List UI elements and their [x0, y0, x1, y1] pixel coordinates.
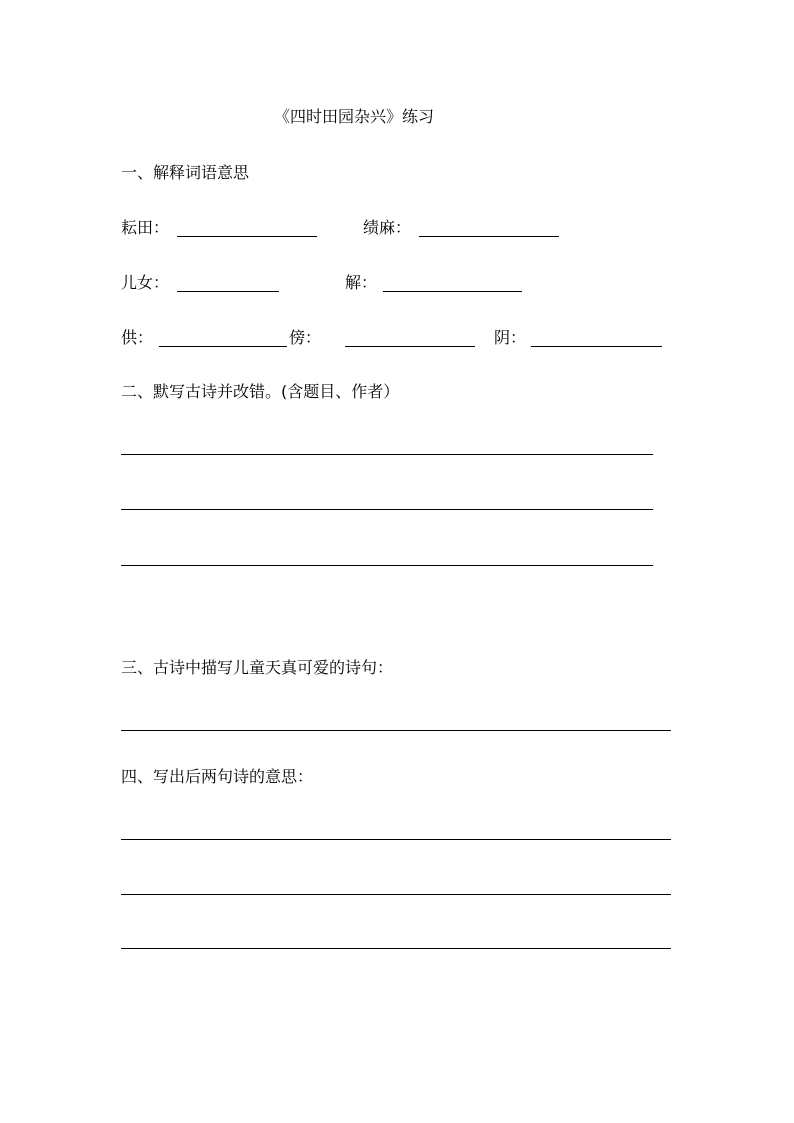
section3-heading: 三、古诗中描写儿童天真可爱的诗句：: [121, 658, 394, 677]
answer-line-ernv[interactable]: [177, 291, 279, 292]
meaning-line-1[interactable]: [121, 839, 671, 840]
answer-line-yuntian[interactable]: [177, 236, 317, 237]
term-label-bang: 傍：: [289, 328, 322, 347]
meaning-line-2[interactable]: [121, 894, 671, 895]
answer-line-gong[interactable]: [159, 346, 287, 347]
children-verse-line[interactable]: [121, 730, 671, 731]
term-label-yuntian: 耘田：: [121, 218, 170, 237]
worksheet-title: 《四时田园杂兴》练习: [274, 107, 435, 126]
term-label-jie: 解：: [345, 273, 378, 292]
term-label-jima: 绩麻：: [363, 218, 412, 237]
term-label-ernv: 儿女：: [121, 273, 170, 292]
section2-heading: 二、默写古诗并改错。(含题目、作者）: [121, 382, 400, 401]
answer-line-jima[interactable]: [419, 236, 559, 237]
poem-line-2[interactable]: [121, 509, 653, 510]
poem-line-3[interactable]: [121, 565, 653, 566]
answer-line-jie[interactable]: [383, 291, 522, 292]
meaning-line-3[interactable]: [121, 948, 671, 949]
answer-line-yin[interactable]: [531, 346, 662, 347]
term-label-yin: 阴：: [494, 328, 527, 347]
poem-line-1[interactable]: [121, 454, 653, 455]
section1-heading: 一、解释词语意思: [121, 163, 250, 182]
term-label-gong: 供：: [121, 328, 154, 347]
section4-heading: 四、写出后两句诗的意思：: [121, 767, 314, 786]
answer-line-bang[interactable]: [345, 346, 475, 347]
